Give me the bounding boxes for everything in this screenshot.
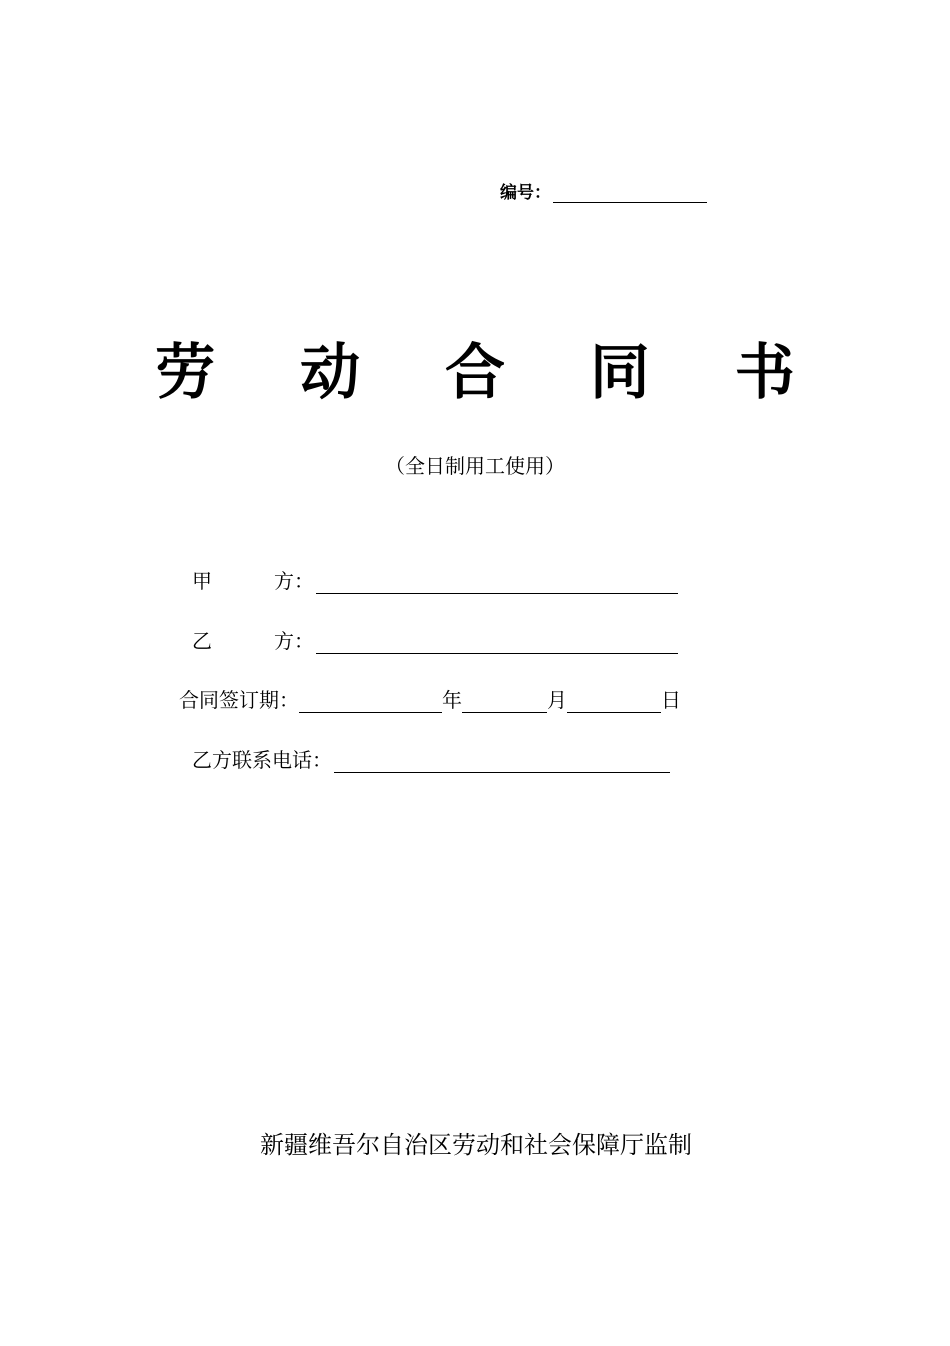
- party-a-blank[interactable]: [316, 575, 678, 594]
- serial-number-blank[interactable]: [553, 184, 707, 203]
- serial-number-field: [500, 178, 707, 203]
- party-b-label: 乙: [192, 629, 212, 653]
- party-b-blank[interactable]: [316, 635, 678, 654]
- phone-field: [192, 744, 670, 773]
- party-a-suffix: 方：: [274, 569, 314, 593]
- month-label: 月: [547, 688, 567, 712]
- sign-date-field: [179, 684, 681, 713]
- phone-blank[interactable]: [334, 754, 670, 773]
- document-title: 劳 动 合 同 书: [155, 338, 827, 408]
- party-a-label: 甲: [192, 569, 212, 593]
- month-blank[interactable]: [462, 694, 547, 713]
- day-blank[interactable]: [567, 694, 661, 713]
- party-b-suffix: 方：: [274, 629, 314, 653]
- phone-label: 乙方联系电话：: [192, 748, 332, 772]
- party-a-field: [192, 565, 678, 594]
- sign-date-label: 合同签订期：: [179, 688, 299, 712]
- year-blank[interactable]: [299, 694, 442, 713]
- serial-number-label: 编号：: [500, 183, 551, 203]
- party-b-field: [192, 625, 678, 654]
- day-label: 日: [661, 688, 681, 712]
- year-label: 年: [442, 688, 462, 712]
- issuer-line: 新疆维吾尔自治区劳动和社会保障厅监制: [260, 1131, 692, 1159]
- document-subtitle: （全日制用工使用）: [385, 454, 565, 478]
